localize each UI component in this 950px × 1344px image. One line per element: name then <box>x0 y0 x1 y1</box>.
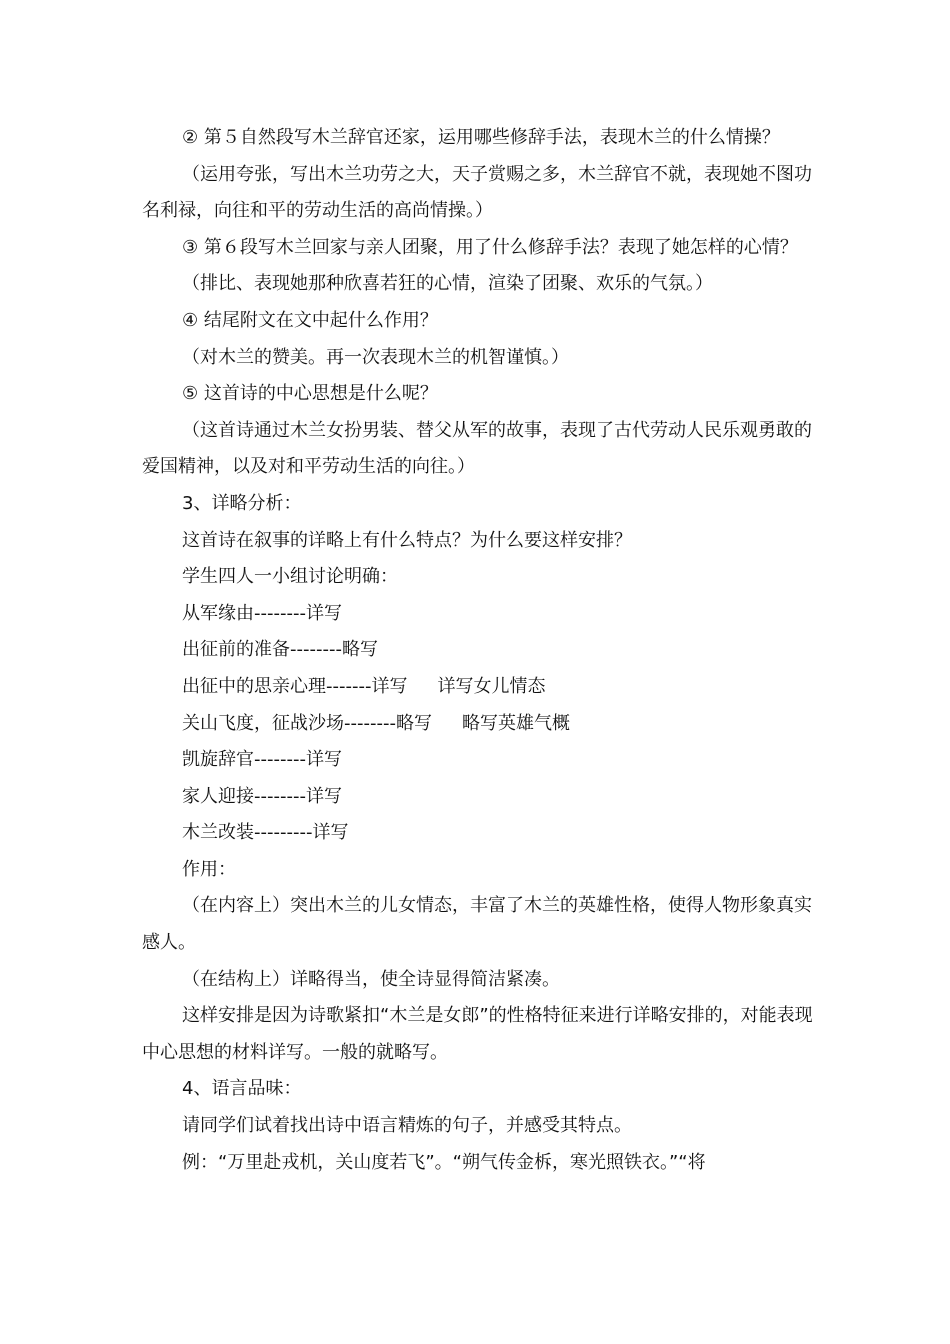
answer-5: （运用夸张，写出木兰功劳之大，天子赏赐之多，木兰辞官不就，表现她不图功名利禄，向往和平的劳动生活的高尚情操。） <box>142 163 812 222</box>
outline-item-text: 凯旋辞官--------详写 <box>182 749 342 771</box>
answer-6: （排比、表现她那种欣喜若狂的心情，渲染了团聚、欢乐的气氛。） <box>182 273 713 295</box>
outline-item <box>142 742 814 779</box>
paragraph: 这样安排是因为诗歌紧扣“木兰是女郎”的性格特征来进行详略安排的，对能表现中心思想的材料详写。一般的就略写。 <box>142 1005 813 1063</box>
paragraph: （在结构上）详略得当，使全诗显得简洁紧凑。 <box>182 968 560 990</box>
outline-item-text: 家人迎接--------详写 <box>182 785 342 807</box>
paragraph: （在内容上）突出木兰的儿女情态，丰富了木兰的英雄性格，使得人物形象真实感人。 <box>142 895 812 954</box>
outline-item-note: 略写英雄气概 <box>461 712 570 734</box>
outline-item <box>142 669 814 706</box>
paragraph: 这首诗在叙事的详略上有什么特点？为什么要这样安排？ <box>182 529 632 551</box>
outline-item-text: 出征前的准备--------略写 <box>182 639 378 661</box>
outline-item <box>142 596 814 633</box>
document-body <box>142 120 814 1181</box>
question-5: ② 第５自然段写木兰辞官还家，运用哪些修辞手法，表现木兰的什么情操？ <box>182 127 780 148</box>
outline-item-text: 从军缘由--------详写 <box>182 602 342 624</box>
question-7: ④ 结尾附文在文中起什么作用？ <box>182 309 438 331</box>
outline-item <box>142 779 814 816</box>
outline-item-text: 出征中的思亲心理-------详写 <box>182 675 408 697</box>
section-heading-4: 4、语言品味： <box>182 1078 302 1100</box>
answer-7: （对木兰的赞美。再一次表现木兰的机智谨慎。） <box>182 346 569 368</box>
paragraph: 作用： <box>182 858 236 880</box>
outline-item <box>142 815 814 852</box>
outline-item <box>142 706 814 743</box>
paragraph: 例：“万里赴戎机，关山度若飞”。“朔气传金柝，寒光照铁衣。”“将 <box>182 1151 706 1173</box>
question-8: ⑤ 这首诗的中心思想是什么呢？ <box>182 383 438 405</box>
question-6: ③ 第６段写木兰回家与亲人团聚，用了什么修辞手法？表现了她怎样的心情？ <box>182 236 798 258</box>
paragraph: 学生四人一小组讨论明确： <box>182 566 398 588</box>
outline-item-note: 详写女儿情态 <box>437 675 546 697</box>
paragraph: 请同学们试着找出诗中语言精炼的句子，并感受其特点。 <box>182 1115 632 1137</box>
outline-item-text: 木兰改装---------详写 <box>182 822 349 844</box>
outline-item <box>142 632 814 669</box>
section-heading-3: 3、详略分析： <box>182 492 302 514</box>
outline-item-text: 关山飞度，征战沙场--------略写 <box>182 712 432 734</box>
answer-8: （这首诗通过木兰女扮男装、替父从军的故事，表现了古代劳动人民乐观勇敢的爱国精神，以及对和平劳动生活的向往。） <box>142 419 812 478</box>
